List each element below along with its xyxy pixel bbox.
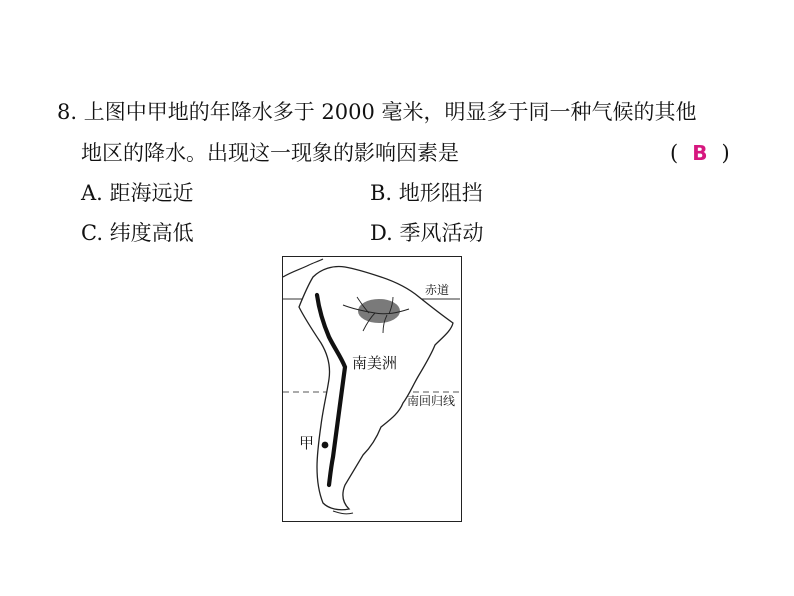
jia-location-dot <box>322 442 329 449</box>
question-text-line-1: 8. 上图中甲地的年降水多于 2000 毫米，明显多于同一种气候的其他 <box>57 100 697 124</box>
equator-label: 赤道 <box>425 283 450 297</box>
question-text-line-2: 地区的降水。出现这一现象的影响因素是 <box>81 141 459 165</box>
answer-bracket <box>670 139 730 167</box>
tropic-label: 南回归线 <box>407 394 456 408</box>
place-jia-label: 甲 <box>299 434 315 452</box>
answer-bracket-open: ( <box>670 141 679 165</box>
continent-label: 南美洲 <box>352 354 398 372</box>
southern-islands <box>333 511 353 514</box>
south-america-map <box>282 256 462 522</box>
option-a: A. 距海远近 <box>81 181 194 205</box>
answer-bracket-close: ) <box>721 141 730 165</box>
option-b: B. 地形阻挡 <box>370 181 483 205</box>
answer-letter: B <box>692 141 708 165</box>
option-c: C. 纬度高低 <box>81 221 194 245</box>
option-d: D. 季风活动 <box>370 221 484 245</box>
